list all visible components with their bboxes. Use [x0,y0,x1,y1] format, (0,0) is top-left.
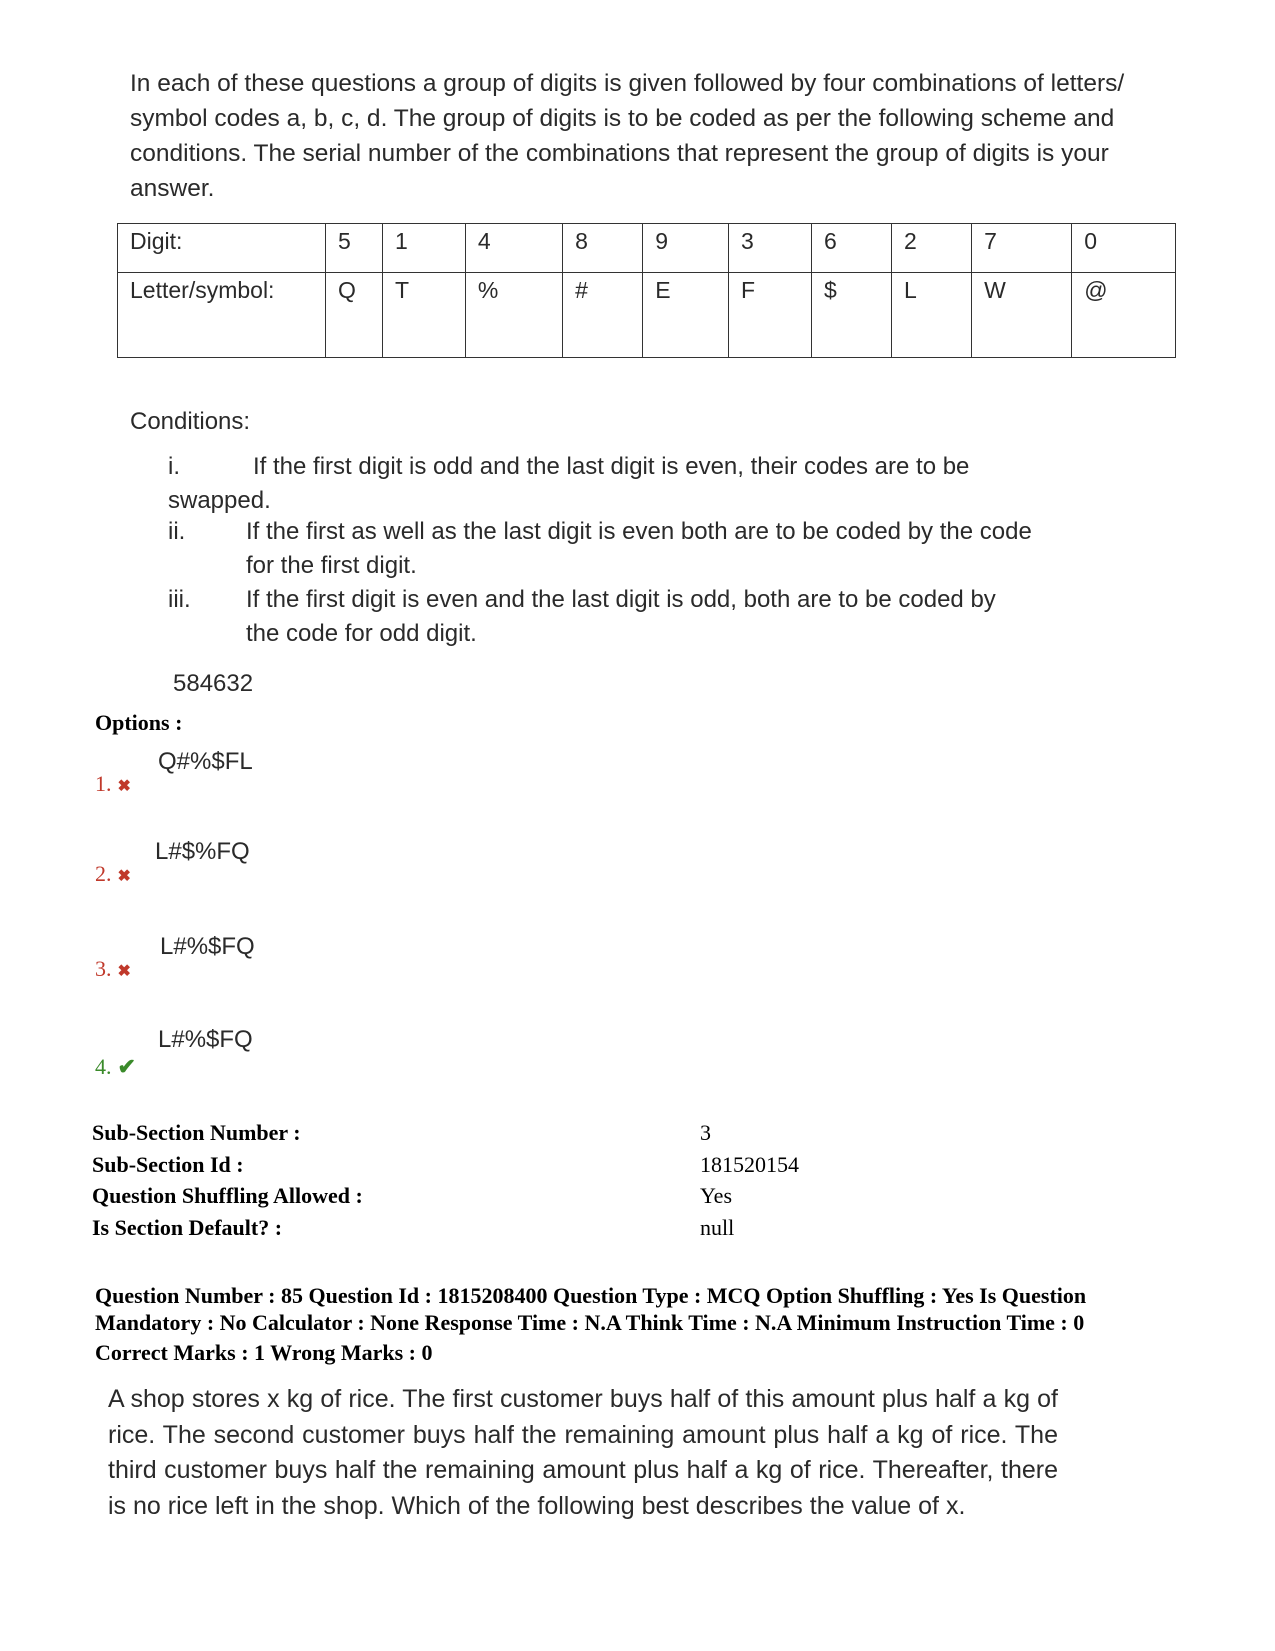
condition-item [168,515,1128,583]
code-cell: F [729,273,812,358]
instructions-text: In each of these questions a group of digits is given followed by four combinations of letters/ symbol codes a, b, c, d. The group of digits is to be coded as per the following scheme and conditions. The serial number of the combinations that represent the group of digits is your answer. [130,70,1125,202]
code-cell: # [563,273,643,358]
digit-cell: 4 [465,224,562,273]
question-meta [95,1283,1195,1367]
question-text: A shop stores x kg of rice. The first customer buys half of this amount plus half a kg of rice. The second customer buys half the remaining amount plus half a kg of rice. The third customer buys half the remaining amount plus half a kg of rice. Thereafter, there is no rice left in the shop. Which of the following best describes the value of x. [108,1385,1058,1520]
wrong-icon: ✖ [117,963,131,980]
condition-text: If the first digit is odd and the last digit is even, their codes are to be [253,453,970,480]
subsection-id-value: 181520154 [700,1152,799,1177]
condition-item [168,583,1128,651]
section-default-label: Is Section Default? : [92,1215,283,1240]
code-cell: % [465,273,562,358]
digit-cell: 1 [383,224,466,273]
digit-header: Digit: [118,224,326,273]
code-cell: @ [1072,273,1176,358]
shuffle-value: Yes [700,1183,733,1208]
question-meta-line: Correct Marks : 1 Wrong Marks : 0 [95,1340,433,1365]
coding-table [117,223,1176,358]
check-icon: ✔ [117,1054,136,1079]
code-cell: Q [326,273,383,358]
option-text: L#%$FQ [158,1026,253,1053]
condition-text-cont: for the first digit. [246,552,417,579]
option-text: L#$%FQ [155,838,250,865]
subsection-number-value: 3 [700,1120,711,1145]
code-header: Letter/symbol: [118,273,326,358]
section-default-value: null [700,1215,735,1240]
code-cell: $ [811,273,891,358]
question-meta-line: Question Number : 85 Question Id : 1815208400 Question Type : MCQ Option Shuffling : Yes Is Question [95,1283,1087,1308]
code-cell: T [383,273,466,358]
code-cell: W [972,273,1072,358]
code-row [118,273,1176,358]
shuffle-label: Question Shuffling Allowed : [92,1183,363,1208]
digit-cell: 6 [811,224,891,273]
condition-text: If the first as well as the last digit is even both are to be coded by the code [246,518,1032,545]
conditions-title: Conditions: [130,408,251,435]
option-number[interactable]: 1. ✖ [95,771,131,796]
digit-cell: 7 [972,224,1072,273]
digit-cell: 0 [1072,224,1176,273]
condition-text-cont: swapped. [168,487,271,514]
condition-number: ii. [168,518,186,545]
option-text: Q#%$FL [158,748,253,775]
wrong-icon: ✖ [117,868,131,885]
condition-item [168,450,1068,518]
condition-number: iii. [168,586,191,613]
digit-cell: 9 [643,224,729,273]
options-label: Options : [95,710,183,735]
code-cell: E [643,273,729,358]
option-number[interactable]: 2. ✖ [95,861,131,886]
digit-row [118,224,1176,273]
digit-cell: 5 [326,224,383,273]
condition-text: If the first digit is even and the last digit is odd, both are to be coded by [246,586,996,613]
condition-number: i. [168,453,180,480]
option-number[interactable]: 3. ✖ [95,956,131,981]
subsection-number-label: Sub-Section Number : [92,1120,301,1145]
question-digits: 584632 [173,670,254,697]
condition-text-cont: the code for odd digit. [246,620,477,647]
option-text: L#%$FQ [160,933,255,960]
code-cell: L [892,273,972,358]
digit-cell: 3 [729,224,812,273]
option-number[interactable]: 4. ✔ [95,1054,136,1079]
wrong-icon: ✖ [117,778,131,795]
digit-cell: 8 [563,224,643,273]
digit-cell: 2 [892,224,972,273]
question-meta-line: Mandatory : No Calculator : None Response Time : N.A Think Time : N.A Minimum Instruction Time : 0 [95,1309,1085,1335]
subsection-id-label: Sub-Section Id : [92,1152,244,1177]
